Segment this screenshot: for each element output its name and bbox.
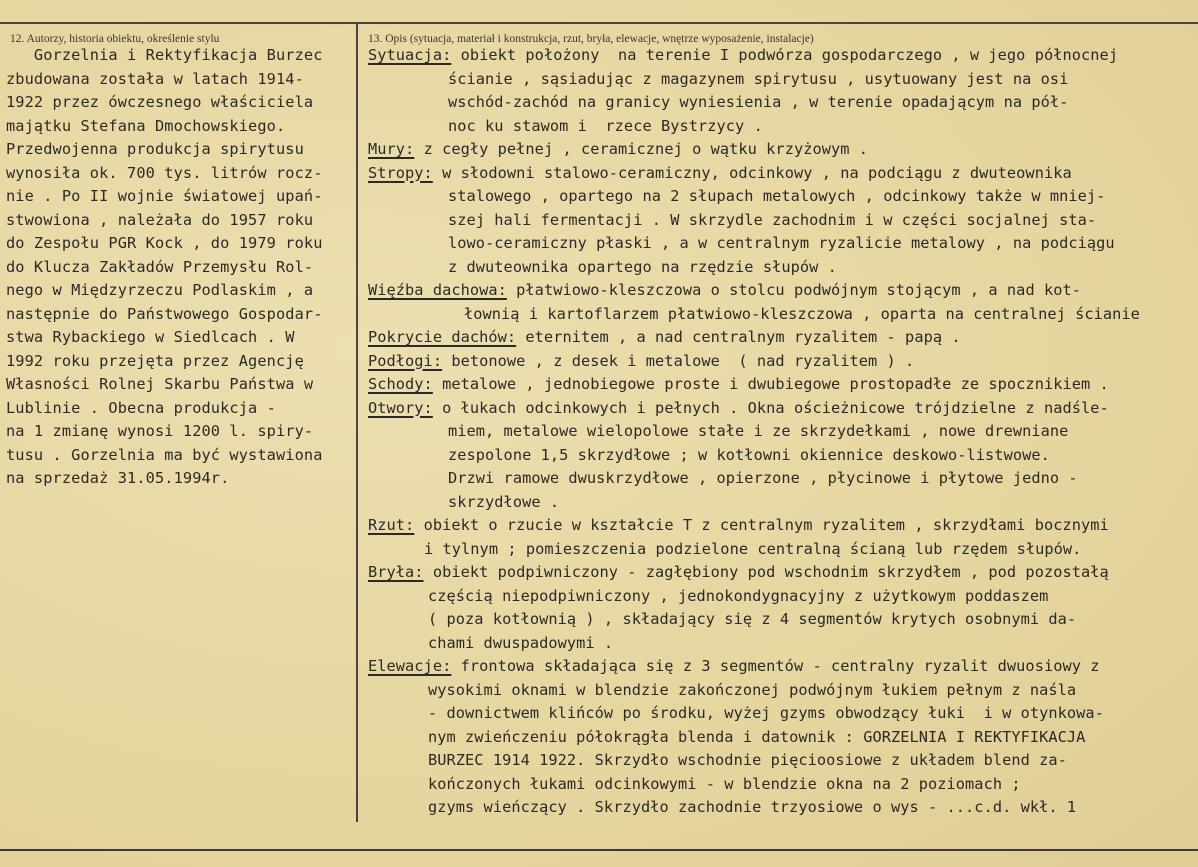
- section-label: Schody:: [368, 375, 433, 393]
- section-continuation-line: z dwuteownika opartego na rzędzie słupów .: [448, 257, 837, 276]
- section-first-line: [368, 657, 1198, 681]
- section-continuation-line: wschód-zachód na granicy wyniesienia , w terenie opadającym na pół-: [448, 93, 1069, 111]
- history-line: wynosiła ok. 700 tys. litrów rocz-: [6, 163, 323, 182]
- right-column-header: 13. Opis (sytuacja, materiał i konstrukcja, rzut, bryła, elewacje, wnętrze wyposażenie, instalacje): [368, 33, 814, 45]
- section-continuation-line: Drzwi ramowe dwuskrzydłowe , opierzone , płycinowe i płytowe jedno -: [448, 469, 1078, 487]
- section-text: obiekt podpiwniczony - zagłębiony pod wschodnim skrzydłem , pod pozostałą: [423, 563, 1109, 581]
- section-first-line: [368, 140, 1198, 164]
- description-section: [368, 328, 1198, 352]
- section-continuation-line: BURZEC 1914 1922. Skrzydło wschodnie pięcioosiowe z układem blend za-: [428, 751, 1067, 769]
- section-first-line: [368, 399, 1198, 423]
- history-line: tusu . Gorzelnia ma być wystawiona: [6, 445, 323, 464]
- history-line: do Zespołu PGR Kock , do 1979 roku: [6, 234, 323, 252]
- section-first-line: [368, 516, 1198, 540]
- section-label: Otwory:: [368, 398, 433, 417]
- section-continuation-line: chami dwuspadowymi .: [428, 633, 614, 652]
- section-continuation-line: stalowego , opartego na 2 słupach metalowych , odcinkowy także w mniej-: [448, 187, 1106, 205]
- section-continuation-line: ścianie , sąsiadując z magazynem spirytusu , usytuowany jest na osi: [448, 69, 1069, 88]
- description-section: [368, 375, 1198, 399]
- section-text: eternitem , a nad centralnym ryzalitem - papą .: [516, 328, 961, 346]
- section-continuation-line: kończonych łukami odcinkowymi - w blendzie okna na 2 poziomach ;: [428, 774, 1021, 793]
- history-line: następnie do Państwowego Gospodar-: [6, 304, 323, 323]
- section-text: płatwiowo-kleszczowa o stolcu podwójnym stojącym , a nad kot-: [506, 281, 1081, 299]
- description-section: [368, 140, 1198, 164]
- section-first-line: [368, 164, 1198, 188]
- history-line: na 1 zmianę wynosi 1200 l. spiry-: [6, 422, 314, 440]
- section-continuation-line: - downictwem klińców po środku, wyżej gzyms obwodzący łuki i w otynkowa-: [428, 704, 1104, 722]
- section-continuation-line: ( poza kotłownią ) , składający się z 4 segmentów krytych osobnymi da-: [428, 610, 1077, 628]
- section-text: o łukach odcinkowych i pełnych . Okna ościeżnicowe trójdzielne z nadśle-: [432, 398, 1109, 417]
- section-first-line: [368, 281, 1198, 305]
- section-text: frontowa składająca się z 3 segmentów - centralny ryzalit dwuosiowy z: [451, 657, 1100, 675]
- history-line: 1992 roku przejęta przez Agencję: [6, 351, 304, 370]
- description-section: [368, 46, 1198, 140]
- left-column-header: 12. Autorzy, historia obiektu, określenie stylu: [10, 33, 220, 45]
- description-section: [368, 399, 1198, 517]
- section-label: Sytuacja:: [368, 46, 452, 64]
- history-line: majątku Stefana Dmochowskiego.: [6, 116, 286, 135]
- section-text: w słodowni stalowo-ceramiczny, odcinkowy , na podciągu z dwuteownika: [432, 163, 1072, 182]
- history-line: nego w Międzyrzeczu Podlaskim , a: [6, 281, 314, 299]
- history-line: 1922 przez ówczesnego właściciela: [6, 93, 314, 111]
- section-continuation-line: miem, metalowe wielopolowe stałe i ze skrzydełkami , nowe drewniane: [448, 422, 1069, 440]
- column-divider: [356, 22, 358, 822]
- section-text: obiekt o rzucie w kształcie T z centralnym ryzalitem , skrzydłami bocznymi: [414, 516, 1109, 534]
- section-label: Elewacje:: [368, 657, 452, 675]
- description-section: [368, 516, 1198, 563]
- section-continuation-line: gzyms wieńczący . Skrzydło zachodnie trzyosiowe o wys - ...c.d. wkł. 1: [428, 798, 1077, 816]
- section-label: Mury:: [368, 140, 415, 158]
- section-label: Podłogi:: [368, 351, 443, 370]
- description-section: [368, 657, 1198, 822]
- history-line: do Klucza Zakładów Przemysłu Rol-: [6, 257, 314, 276]
- history-line: stwa Rybackiego w Siedlcach . W: [6, 328, 295, 346]
- section-label: Więźba dachowa:: [368, 281, 507, 299]
- section-continuation-line: częścią niepodpiwniczony , jednokondygnacyjny z użytkowym poddaszem: [428, 586, 1049, 605]
- section-continuation-line: wysokimi oknami w blendzie zakończonej podwójnym łukiem pełnym z naśla: [428, 680, 1077, 699]
- description-column: [368, 46, 1198, 822]
- section-first-line: [368, 328, 1198, 352]
- history-line: na sprzedaż 31.05.1994r.: [6, 469, 230, 487]
- description-section: [368, 164, 1198, 282]
- history-line: zbudowana została w latach 1914-: [6, 69, 304, 88]
- description-section: [368, 563, 1198, 657]
- history-line: Gorzelnia i Rektyfikacja Burzec: [6, 46, 323, 64]
- description-section: [368, 352, 1198, 376]
- description-section: [368, 281, 1198, 328]
- section-continuation-line: lowo-ceramiczny płaski , a w centralnym ryzalicie metalowy , na podciągu: [448, 234, 1115, 252]
- section-continuation-line: nym zwieńczeniu półokrągła blenda i datownik : GORZELNIA I REKTYFIKACJA: [428, 727, 1086, 746]
- section-first-line: [368, 46, 1198, 70]
- history-line: Lublinie . Obecna produkcja -: [6, 398, 276, 417]
- section-first-line: [368, 375, 1198, 399]
- history-column: [6, 46, 354, 493]
- section-label: Bryła:: [368, 563, 424, 581]
- history-line: stwowiona , należała do 1957 roku: [6, 210, 314, 229]
- section-text: z cegły pełnej , ceramicznej o wątku krzyżowym .: [414, 140, 869, 158]
- section-label: Stropy:: [368, 163, 433, 182]
- section-continuation-line: i tylnym ; pomieszczenia podzielone centralną ścianą lub rzędem słupów.: [424, 539, 1082, 558]
- header-rule: [0, 22, 1198, 24]
- section-continuation-line: łownią i kartoflarzem płatwiowo-kleszczowa , oparta na centralnej ścianie: [464, 304, 1140, 323]
- history-line: Przedwojenna produkcja spirytusu: [6, 140, 304, 158]
- section-first-line: [368, 563, 1198, 587]
- section-first-line: [368, 352, 1198, 376]
- section-continuation-line: skrzydłowe .: [448, 492, 560, 511]
- section-continuation-line: noc ku stawom i rzece Bystrzycy .: [448, 116, 763, 135]
- section-text: obiekt położony na terenie I podwórza gospodarczego , w jego północnej: [451, 46, 1119, 64]
- section-continuation-line: zespolone 1,5 skrzydłowe ; w kotłowni okiennice deskowo-listwowe.: [448, 445, 1050, 464]
- section-label: Rzut:: [368, 516, 415, 534]
- history-line: nie . Po II wojnie światowej upań-: [6, 187, 323, 205]
- history-line: Własności Rolnej Skarbu Państwa w: [6, 375, 314, 393]
- footer-rule: [0, 849, 1198, 851]
- section-text: betonowe , z desek i metalowe ( nad ryzalitem ) .: [442, 351, 915, 370]
- section-label: Pokrycie dachów:: [368, 328, 517, 346]
- section-text: metalowe , jednobiegowe proste i dwubiegowe prostopadłe ze spocznikiem .: [432, 375, 1109, 393]
- section-continuation-line: szej hali fermentacji . W skrzydle zachodnim i w części socjalnej sta-: [448, 210, 1097, 229]
